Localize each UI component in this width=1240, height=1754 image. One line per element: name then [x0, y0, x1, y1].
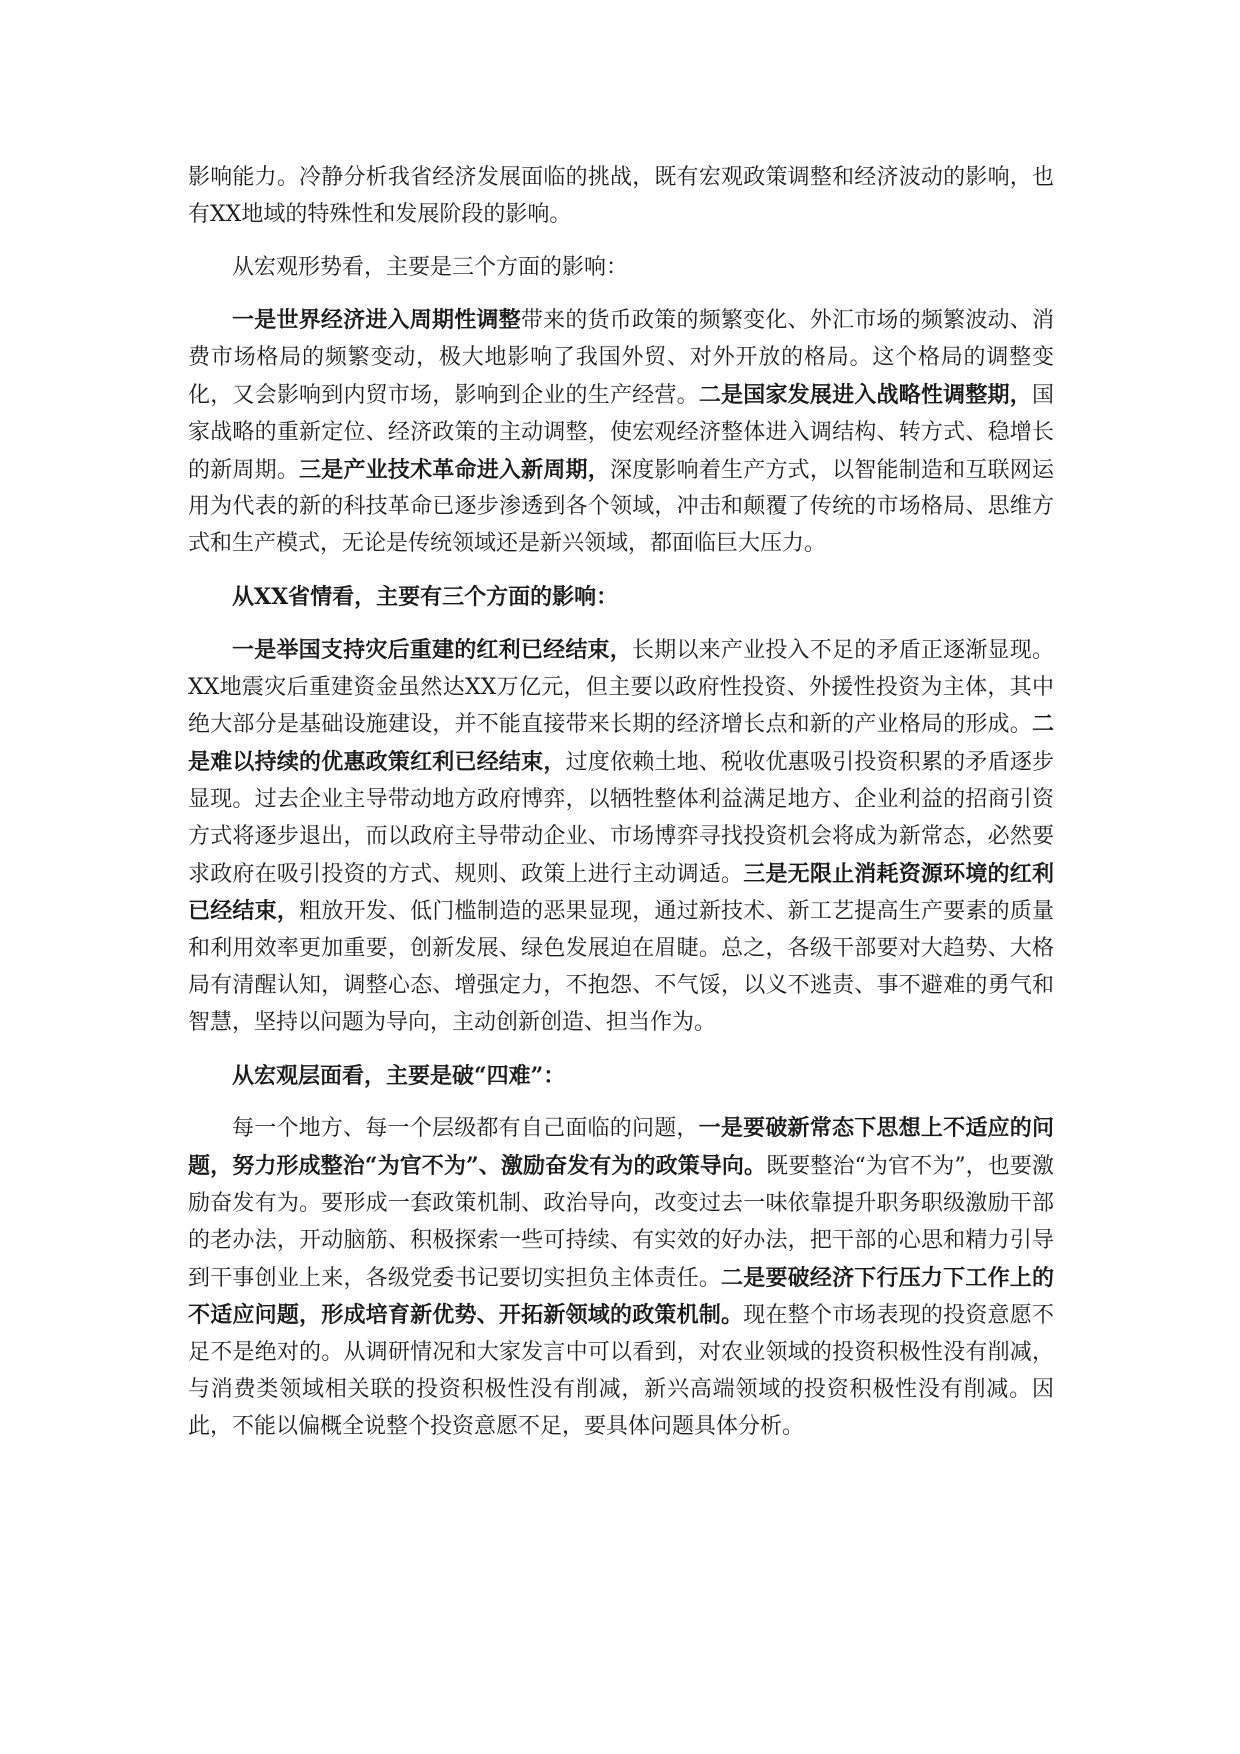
point-text: 带来的货币政策的频繁变化、外汇市场的频繁波动、消费市场格局的频繁变动，极大地影响了我国外贸、对外开放的格局。这个格局的调整变化，又会影响到内贸市场，影响到企业的生产经营。: [188, 308, 1054, 408]
document-body: [188, 160, 1054, 1462]
point-heading: 二是要破经济下行压力下工作上的不适应问题，形成培育新优势、开拓新领域的政策机制。: [188, 1264, 1054, 1329]
point-text: 过度依赖土地、税收优惠吸引投资积累的矛盾逐步显现。过去企业主导带动地方政府博弈，以牺牲整体利益满足地方、企业利益的招商引资方式将逐步退出，而以政府主导带动企业、市场博弈寻找投资机会将成为新常态，必然要求政府在吸引投资的方式、规则、政策上进行主动调适。: [188, 750, 1054, 887]
point-text: 现在整个市场表现的投资意愿不足不是绝对的。从调研情况和大家发言中可以看到，对农业领域的投资积极性没有削减，与消费类领域相关联的投资积极性没有削减，新兴高端领域的投资积极性没有削减。因此，不能以偏概全说整个投资意愿不足，要具体问题具体分析。: [188, 1303, 1054, 1439]
paragraph-continuation: [188, 160, 1054, 234]
point-heading: 二是难以持续的优惠政策红利已经结束，: [188, 711, 1054, 776]
point-text: 粗放开发、低门槛制造的恶果显现，通过新技术、新工艺提高生产要素的质量和利用效率更加重要，创新发展、绿色发展迫在眉睫。总之，各级干部要对大趋势、大格局有清醒认知，调整心态、增强定力，不抱怨、不气馁，以义不逃责、事不避难的勇气和智慧，坚持以问题为导向，主动创新创造、担当作为。: [188, 899, 1054, 1035]
paragraph-macro-situation-points: [188, 302, 1054, 563]
point-heading: 二是国家发展进入战略性调整期，: [698, 381, 1032, 408]
point-heading: 一是世界经济进入周期性调整: [232, 307, 521, 334]
paragraph-text: 影响能力。冷静分析我省经济发展面临的挑战，既有宏观政策调整和经济波动的影响，也有XX地域的特殊性和发展阶段的影响。: [188, 165, 1054, 227]
section-heading-province: [188, 579, 1054, 616]
point-heading: 一是要破新常态下思想上不适应的问题，努力形成整治“为官不为”、激励奋发有为的政策导向。: [188, 1115, 1054, 1180]
point-text: 深度影响着生产方式，以智能制造和互联网运用为代表的新的科技革命已逐步渗透到各个领域，冲击和颠覆了传统的市场格局、思维方式和生产模式，无论是传统领域还是新兴领域，都面临巨大压力。: [188, 457, 1054, 557]
point-text: 每一个地方、每一个层级都有自己面临的问题，: [232, 1116, 699, 1142]
section-heading-macro-level: [188, 1058, 1054, 1095]
heading-text: 从宏观层面看，主要是破“四难”：: [232, 1062, 566, 1089]
point-heading: 三是无限止消耗资源环境的红利已经结束，: [188, 860, 1054, 925]
point-text: 长期以来产业投入不足的矛盾正逐渐显现。XX地震灾后重建资金虽然达XX万亿元，但主要以政府性投资、外援性投资为主体，其中绝大部分是基础设施建设，并不能直接带来长期的经济增长点和新的产业格局的形成。: [188, 637, 1054, 738]
point-text: 国家战略的重新定位、经济政策的主动调整，使宏观经济整体进入调结构、转方式、稳增长的新周期。: [188, 382, 1054, 483]
heading-text: 从XX省情看，主要有三个方面的影响：: [232, 583, 619, 610]
paragraph-macro-situation-intro: [188, 250, 1054, 287]
paragraph-four-difficulties: [188, 1110, 1054, 1445]
paragraph-province-points: [188, 632, 1054, 1042]
point-heading: 三是产业技术革命进入新周期，: [299, 456, 610, 483]
point-heading: 一是举国支持灾后重建的红利已经结束，: [232, 636, 632, 663]
point-text: 既要整治“为官不为”，也要激励奋发有为。要形成一套政策机制、政治导向，改变过去一味依靠提升职务职级激励干部的老办法，开动脑筋、积极探索一些可持续、有实效的好办法，把干部的心思和精力引导到干事创业上来，各级党委书记要切实担负主体责任。: [188, 1154, 1054, 1291]
paragraph-text: 从宏观形势看，主要是三个方面的影响：: [232, 254, 629, 280]
